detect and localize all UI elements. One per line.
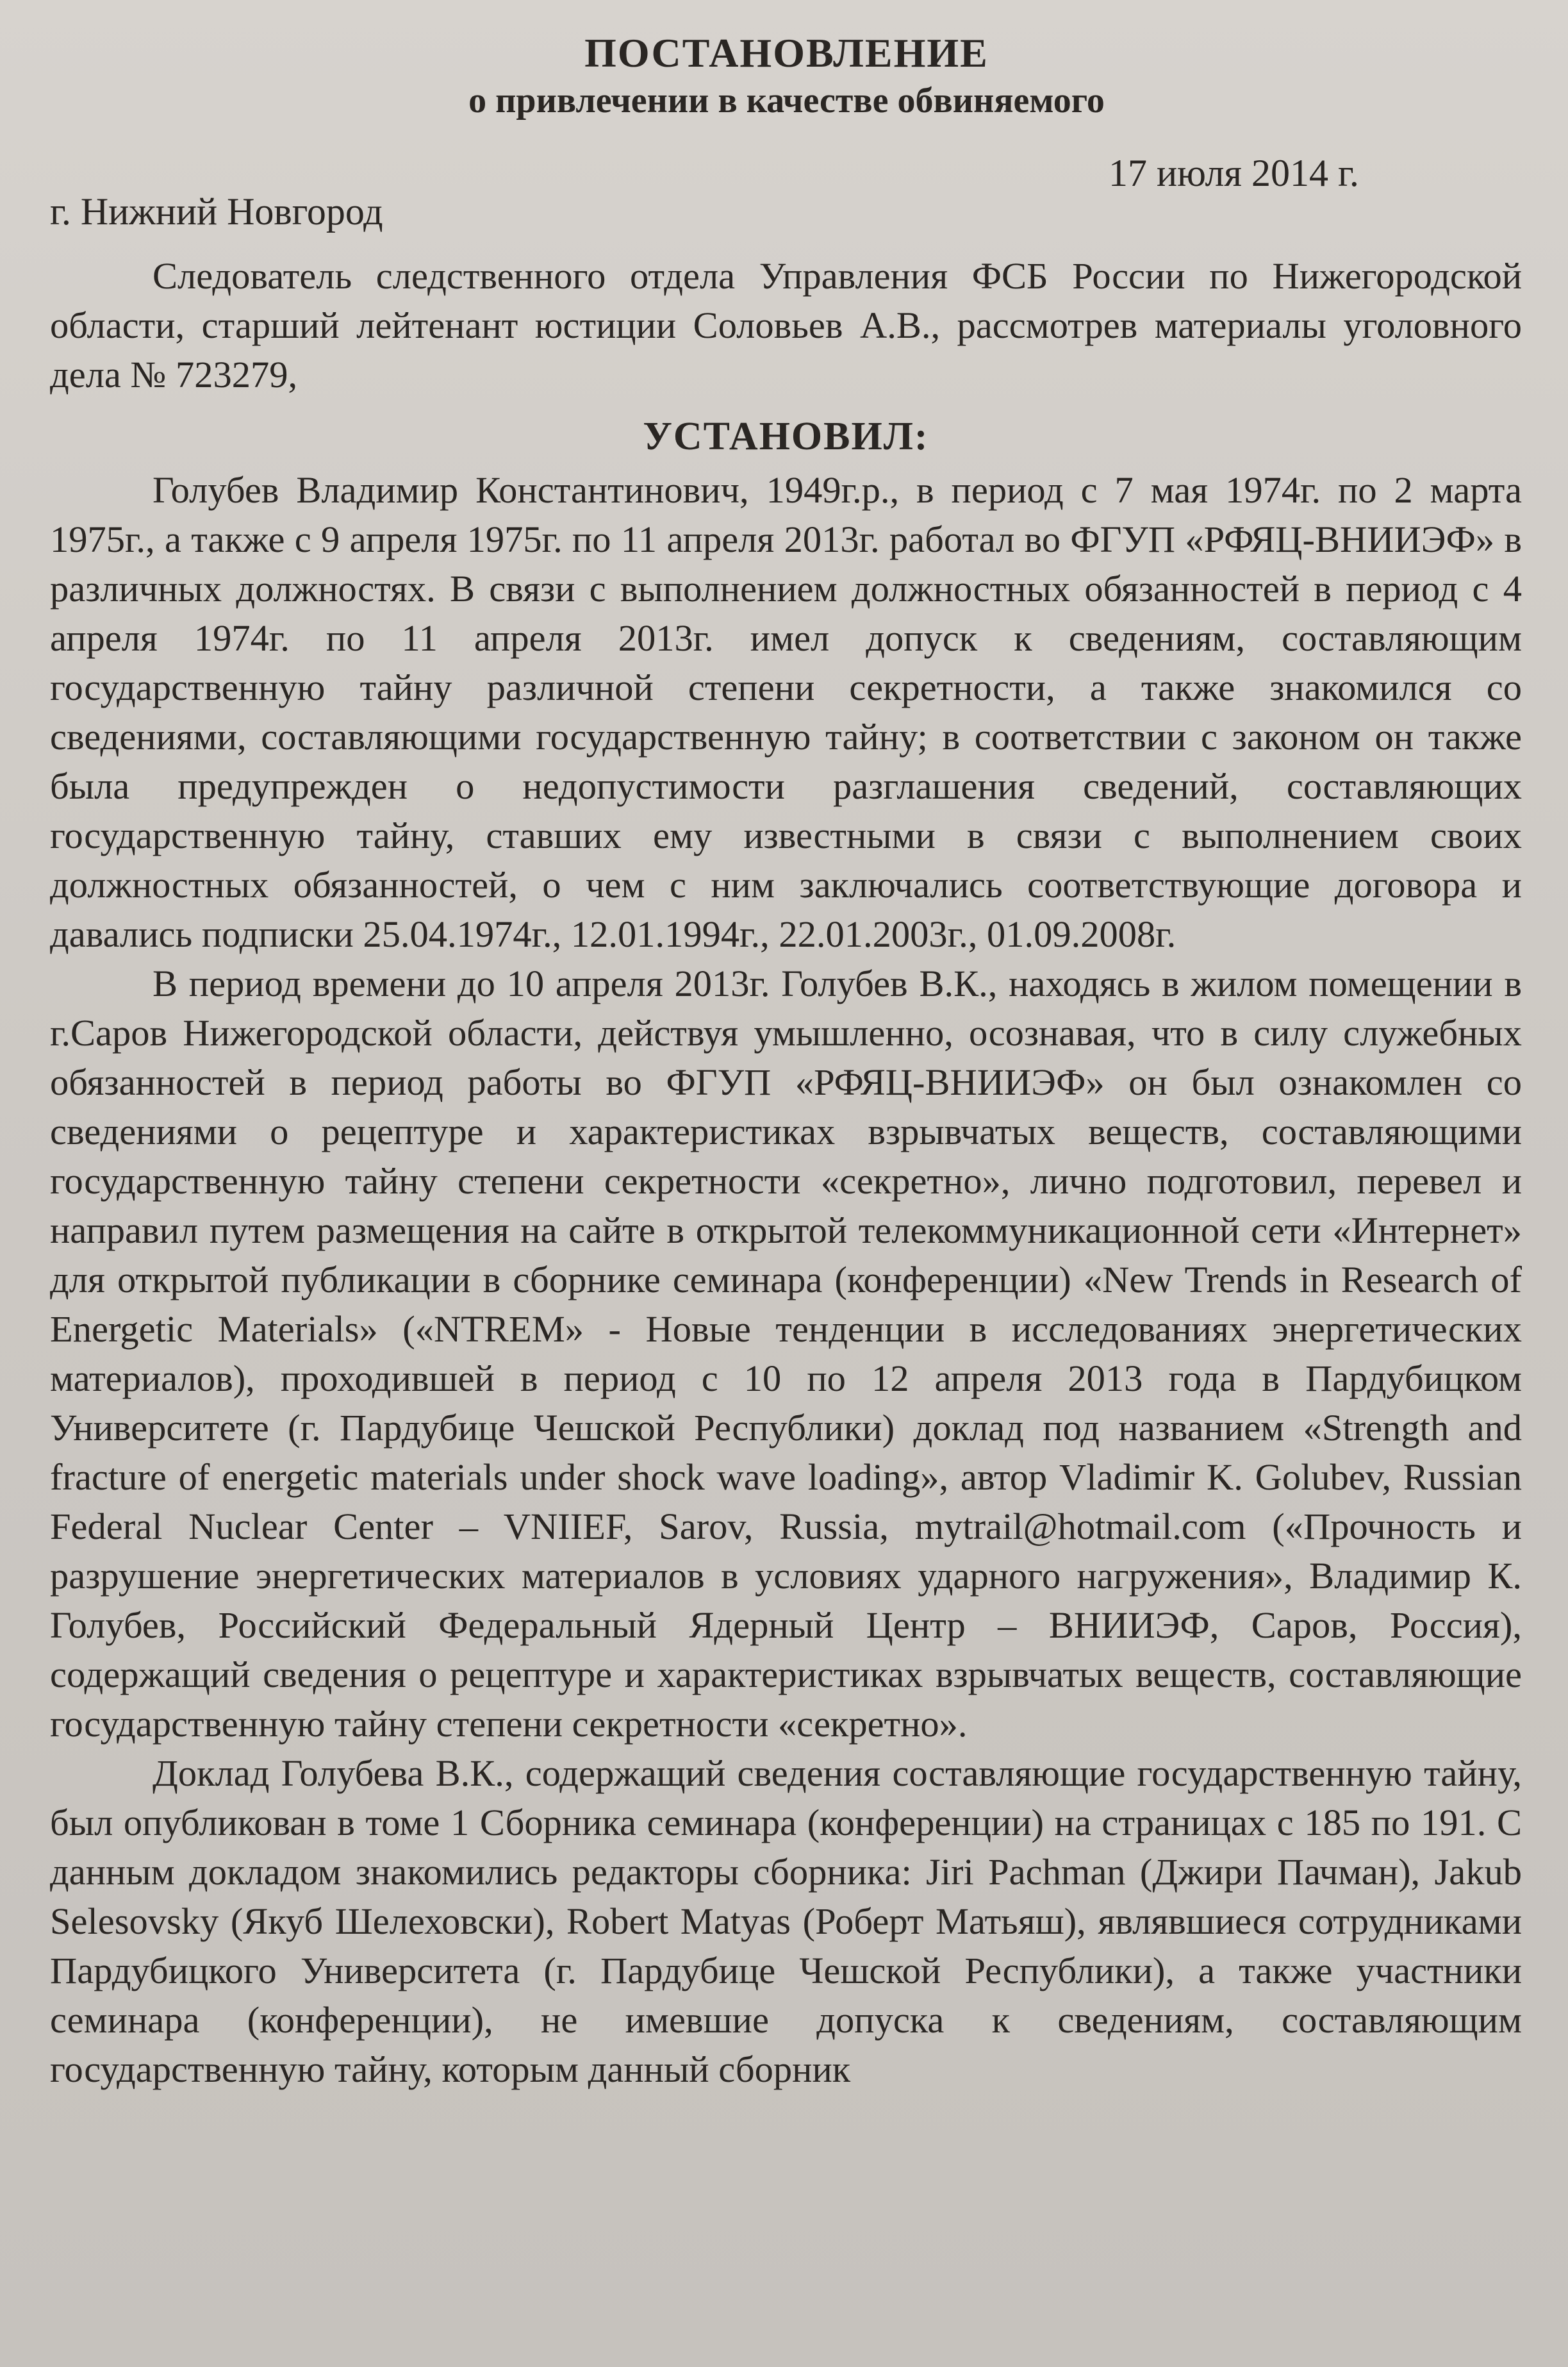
- document-date: 17 июля 2014 г.: [1109, 152, 1359, 194]
- document-body: [50, 251, 1522, 2094]
- paragraph-1: Голубев Владимир Константинович, 1949г.р., в период с 7 мая 1974г. по 2 марта 1975г., а также с 9 апреля 1975г. по 11 апреля 2013г. работал во ФГУП «РФЯЦ-ВНИИЭФ» в различных должностях. В связи с выполнением должностных обязанностей в период с 4 апреля 1974г. по 11 апреля 2013г. имел допуск к сведениям, составляющим государственную тайну различной степени секретности, а также знакомился со сведениями, составляющими государственную тайну; в соответствии с законом он также была предупрежден о недопустимости разглашения сведений, составляющих государственную тайну, ставших ему известными в связи с выполнением своих должностных обязанностей, о чем с ним заключались соответствующие договора и давались подписки 25.04.1974г., 12.01.1994г., 22.01.2003г., 01.09.2008г.: [50, 469, 1522, 955]
- established-heading: УСТАНОВИЛ:: [643, 415, 929, 458]
- paragraph-3: Доклад Голубева В.К., содержащий сведения составляющие государственную тайну, был опубликован в томе 1 Сборника семинара (конференции) на страницах с 185 по 191. С данным докладом знакомились редакторы сборника: Jiri Pachman (Джири Пачман), Jakub Selesovsky (Якуб Шелеховски), Robert Matyas (Роберт Матьяш), являвшиеся сотрудниками Пардубицкого Университета (г. Пардубице Чешской Республики), а также участники семинара (конференции), не имевшие допуска к сведениям, составляющим государственную тайну, которым данный сборник: [50, 1752, 1522, 2090]
- document-title: ПОСТАНОВЛЕНИЕ: [584, 30, 989, 76]
- paragraph-2: В период времени до 10 апреля 2013г. Голубев В.К., находясь в жилом помещении в г.Саров Нижегородской области, действуя умышленно, осознавая, что в силу служебных обязанностей в период работы во ФГУП «РФЯЦ-ВНИИЭФ» он был ознакомлен со сведениями о рецептуре и характеристиках взрывчатых веществ, составляющими государственную тайну степени секретности «секретно», лично подготовил, перевел и направил путем размещения на сайте в открытой телекоммуникационной сети «Интернет» для открытой публикации в сборнике семинара (конференции) «New Trends in Research of Energetic Materials» («NTREM» - Новые тенденции в исследованиях энергетических материалов), проходившей в период с 10 по 12 апреля 2013 года в Пардубицком Университете (г. Пардубице Чешской Республики) доклад под названием «Strength and fracture of energetic materials under shock wave loading», автор Vladimir K. Golubev, Russian Federal Nuclear Center – VNIIEF, Sarov, Russia, mytrail@hotmail.com («Прочность и разрушение энергетических материалов в условиях ударного нагружения», Владимир К. Голубев, Российский Федеральный Ядерный Центр – ВНИИЭФ, Саров, Россия), содержащий сведения о рецептуре и характеристиках взрывчатых веществ, составляющие государственную тайну степени секретности «секретно».: [50, 963, 1522, 1745]
- document-city: г. Нижний Новгород: [50, 190, 383, 233]
- document-subtitle: о привлечении в качестве обвиняемого: [468, 81, 1105, 120]
- intro-paragraph: Следователь следственного отдела Управления ФСБ России по Нижегородской области, старший лейтенант юстиции Соловьев А.В., рассмотрев материалы уголовного дела № 723279,: [50, 255, 1522, 395]
